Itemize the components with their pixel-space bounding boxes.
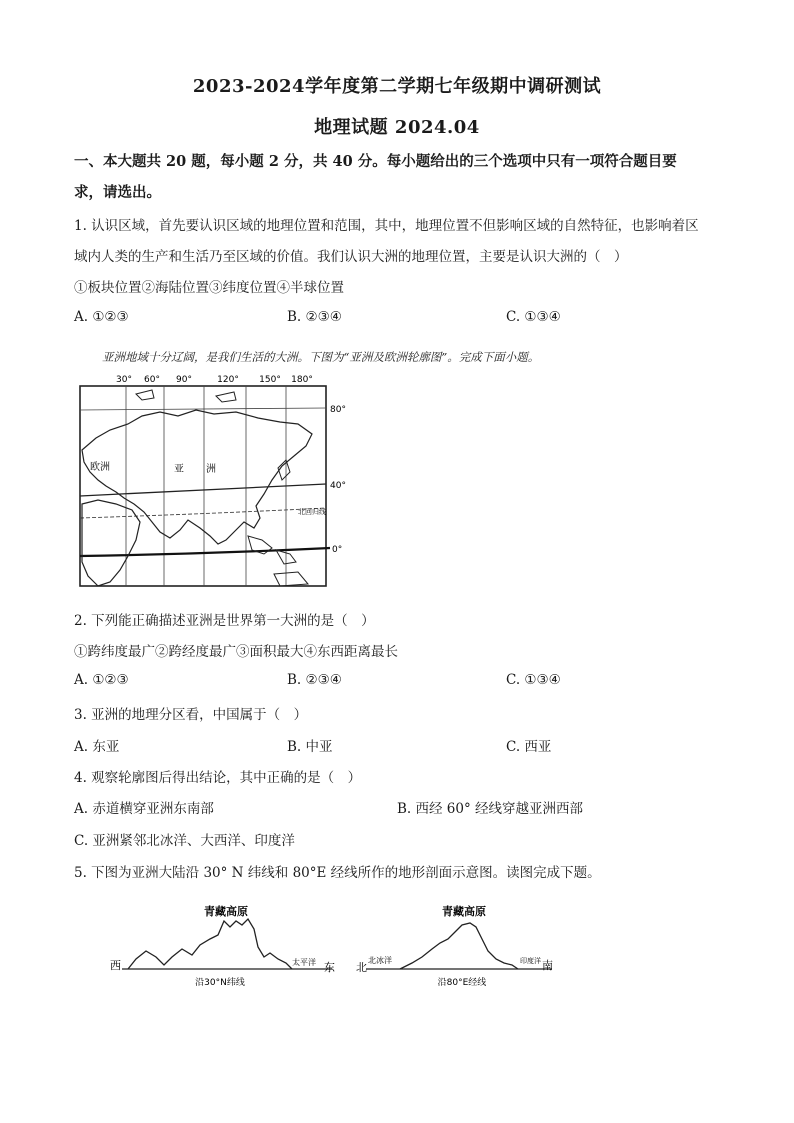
q2-option-c: C. ①③④ [506,672,561,688]
lat-label-0: 0° [332,545,343,555]
profile-left-peak-label: 青藏高原 [204,905,248,918]
q1-stem-line2: 域内人类的生产和生活乃至区域的价值。我们认识大洲的地理位置，主要是认识大洲的（ ） [74,249,628,265]
q1-option-b: B. ②③④ [287,309,342,325]
label-asia-2: 洲 [206,464,216,475]
q4-option-a: A. 赤道横穿亚洲东南部 [74,801,214,817]
q2-option-a: A. ①②③ [74,672,129,688]
asia-europe-outline-map [76,372,360,594]
profile-right-ocean-south: 印度洋 [520,957,541,965]
q3-option-a: A. 东亚 [74,739,120,755]
lon-label-90: 90° [176,375,192,385]
lat-label-40: 40° [330,481,346,491]
label-europe: 欧洲 [90,462,110,473]
section-heading-line1: 一、本大题共 20 题，每小题 2 分，共 40 分。每小题给出的三个选项中只有一项符合题目要 [74,153,677,170]
lon-label-150: 150° [259,375,281,385]
lon-label-30: 30° [116,375,132,385]
q2-items: ①跨纬度最广②跨经度最广③面积最大④东西距离最长 [74,644,398,660]
q1-stem-line1: 1. 认识区域，首先要认识区域的地理位置和范围，其中，地理位置不但影响区域的自然特征，也影响着区 [74,218,699,234]
profile-right-ocean-north: 北冰洋 [368,956,392,965]
q4-stem: 4. 观察轮廓图后得出结论，其中正确的是（ ） [74,770,362,786]
profile-left-west: 西 [110,959,121,972]
exam-subtitle: 地理试题 2024.04 [314,117,480,138]
passage-text: 亚洲地域十分辽阔，是我们生活的大洲。下图为“亚洲及欧洲轮廓图”。完成下面小题。 [102,350,540,364]
label-tropic: 北回归线 [298,508,326,516]
lon-label-120: 120° [217,375,239,385]
lat-label-80: 80° [330,405,346,415]
label-asia-1: 亚 [174,464,184,475]
lon-label-60: 60° [144,375,160,385]
q1-option-c: C. ①③④ [506,309,561,325]
profile-right-south: 南 [542,959,553,972]
q3-option-b: B. 中亚 [287,739,333,755]
q4-option-b: B. 西经 60° 经线穿越亚洲西部 [397,801,584,817]
q3-option-c: C. 西亚 [506,739,552,755]
q4-option-c: C. 亚洲紧邻北冰洋、大西洋、印度洋 [74,833,295,849]
q3-stem: 3. 亚洲的地理分区看，中国属于（ ） [74,707,308,723]
profile-left-axis: 沿30°N纬线 [195,978,245,988]
section-heading-line2: 求，请选出。 [74,184,161,201]
q2-stem: 2. 下列能正确描述亚洲是世界第一大洲的是（ ） [74,613,375,629]
profile-left-ocean: 太平洋 [292,958,316,967]
profile-30n-figure [106,893,346,993]
profile-right-axis: 沿80°E经线 [437,978,487,988]
lon-label-180: 180° [291,375,313,385]
q1-items: ①板块位置②海陆位置③纬度位置④半球位置 [74,280,344,296]
q1-option-a: A. ①②③ [74,309,129,325]
profile-left-east: 东 [324,961,335,974]
profile-right-north: 北 [356,961,367,974]
exam-title: 2023-2024学年度第二学期七年级期中调研测试 [192,76,602,97]
q5-stem: 5. 下图为亚洲大陆沿 30° N 纬线和 80°E 经线所作的地形剖面示意图。读图完成下题。 [74,865,601,881]
profile-80e-figure [356,893,566,993]
q2-option-b: B. ②③④ [287,672,342,688]
profile-right-peak-label: 青藏高原 [442,905,486,918]
